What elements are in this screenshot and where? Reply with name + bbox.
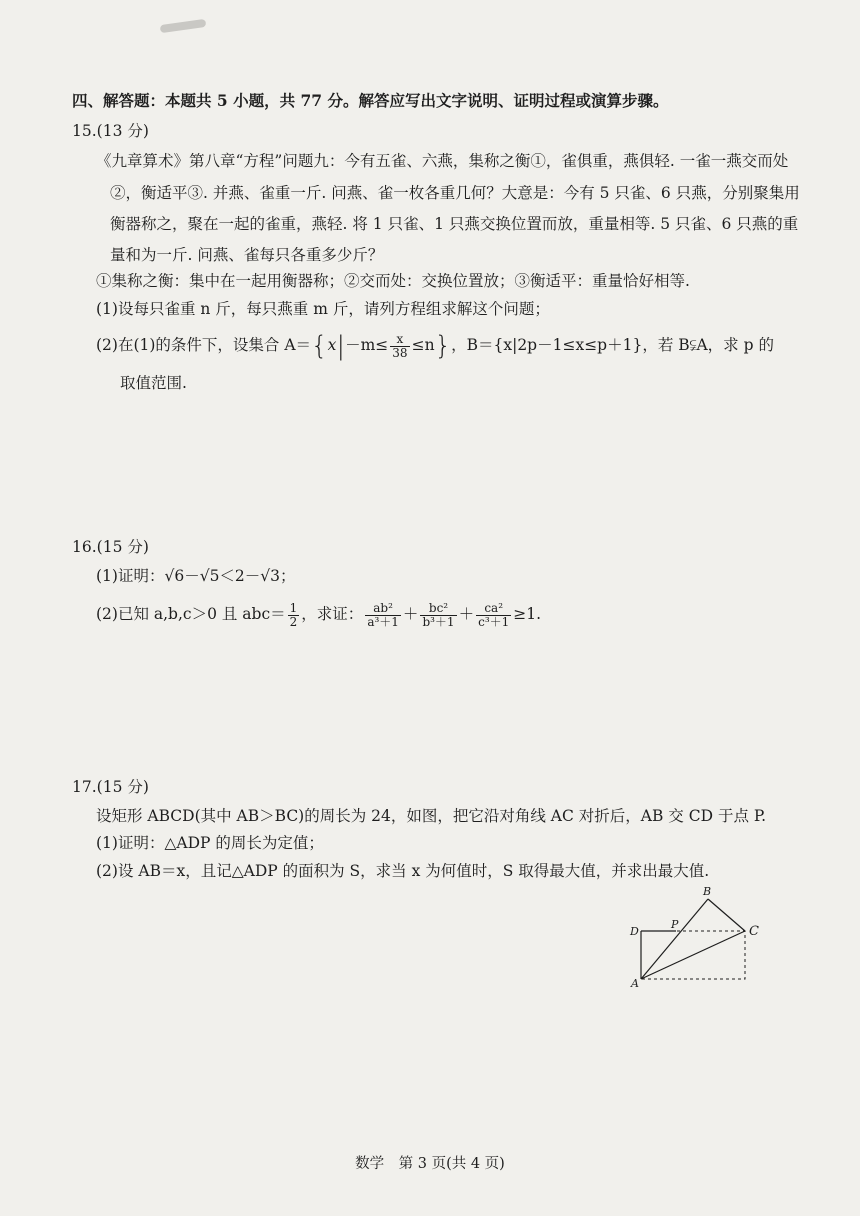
folded-rectangle-figure xyxy=(620,884,770,994)
q15-text-line-1: 《九章算术》第八章“方程”问题九：今有五雀、六燕，集称之衡①，雀俱重，燕俱轻. 一雀一燕交而处 xyxy=(96,152,789,170)
q16-part-2: (2)已知 a,b,c＞0 且 abc＝ $\frac{1}{2}$ ，求证： $\frac{\text{ab²}}{\text{a³＋1}}$ ＋ $\frac{\text{bc²}}{\text{b³＋1}}$ ＋ $\frac{\text{ca²}}{\text{c³＋1}}$ ≥1. xyxy=(96,600,542,629)
q15-part-2: (2)在(1)的条件下，设集合 A＝{x|－m≤ $\frac{x}{38}$ ≤n}，B＝{x|2p－1≤x≤p＋1}，若 B⫋A，求 p 的 xyxy=(96,331,774,361)
label-C: C xyxy=(749,924,759,939)
page-footer: 数学 第 3 页(共 4 页) xyxy=(355,1156,505,1172)
q15-text-line-2: ②，衡适平③. 并燕、雀重一斤. 问燕、雀一枚各重几何？大意是：今有 5 只雀、6 只燕，分别聚集用 xyxy=(110,184,800,202)
section-title: 四、解答题：本题共 5 小题，共 77 分。解答应写出文字说明、证明过程或演算步骤。 xyxy=(72,91,669,110)
q16-fraction-2: $\frac{\text{bc²}}{\text{b³＋1}}$ xyxy=(422,600,455,629)
segment-BC xyxy=(708,899,745,931)
q16-fraction-3: $\frac{\text{ca²}}{\text{c³＋1}}$ xyxy=(478,600,510,629)
q16-fraction-1: $\frac{\text{ab²}}{\text{a³＋1}}$ xyxy=(367,600,399,629)
q15-text-line-4: 量和为一斤. 问燕、雀每只各重多少斤？ xyxy=(110,246,384,264)
q16-score: (15 分) xyxy=(96,538,149,556)
q17-text-line-1: 设矩形 ABCD(其中 AB＞BC)的周长为 24，如图，把它沿对角线 AC 对折后，AB 交 CD 于点 P. xyxy=(96,807,767,825)
q15-text-line-3: 衡器称之，聚在一起的雀重，燕轻. 将 1 只雀、1 只燕交换位置而放，重量相等. 5 只雀、6 只燕的重 xyxy=(110,215,799,233)
label-P: P xyxy=(671,918,679,931)
q15-header xyxy=(72,120,149,142)
q15-part-2-continued: 取值范围. xyxy=(120,374,187,392)
q16-header xyxy=(72,536,149,558)
label-A: A xyxy=(631,977,639,990)
q17-number: 17. xyxy=(72,778,97,796)
q15-footnote: ①集称之衡：集中在一起用衡器称；②交而处：交换位置放；③衡适平：重量恰好相等. xyxy=(96,272,690,290)
q15-fraction: $\frac{x}{38}$ xyxy=(392,331,408,360)
q17-score: (15 分) xyxy=(96,778,149,796)
q17-header xyxy=(72,776,149,798)
q16-part-1: (1)证明：√6－√5＜2－√3； xyxy=(96,567,296,585)
q16-half-fraction: $\frac{1}{2}$ xyxy=(289,600,298,629)
q15-part-1: (1)设每只雀重 n 斤，每只燕重 m 斤，请列方程组求解这个问题； xyxy=(96,300,550,318)
scan-smudge xyxy=(160,19,207,33)
q15-score: (13 分) xyxy=(96,122,149,140)
q16-number: 16. xyxy=(72,538,97,556)
label-B: B xyxy=(703,885,712,898)
diagonal-AC xyxy=(641,931,745,979)
segment-AB xyxy=(641,899,708,979)
q17-part-1: (1)证明：△ADP 的周长为定值； xyxy=(96,834,324,852)
q15-number: 15. xyxy=(72,122,97,140)
label-D: D xyxy=(630,925,639,938)
q17-part-2: (2)设 AB＝x，且记△ADP 的面积为 S，求当 x 为何值时，S 取得最大值，并求出最大值. xyxy=(96,862,710,880)
